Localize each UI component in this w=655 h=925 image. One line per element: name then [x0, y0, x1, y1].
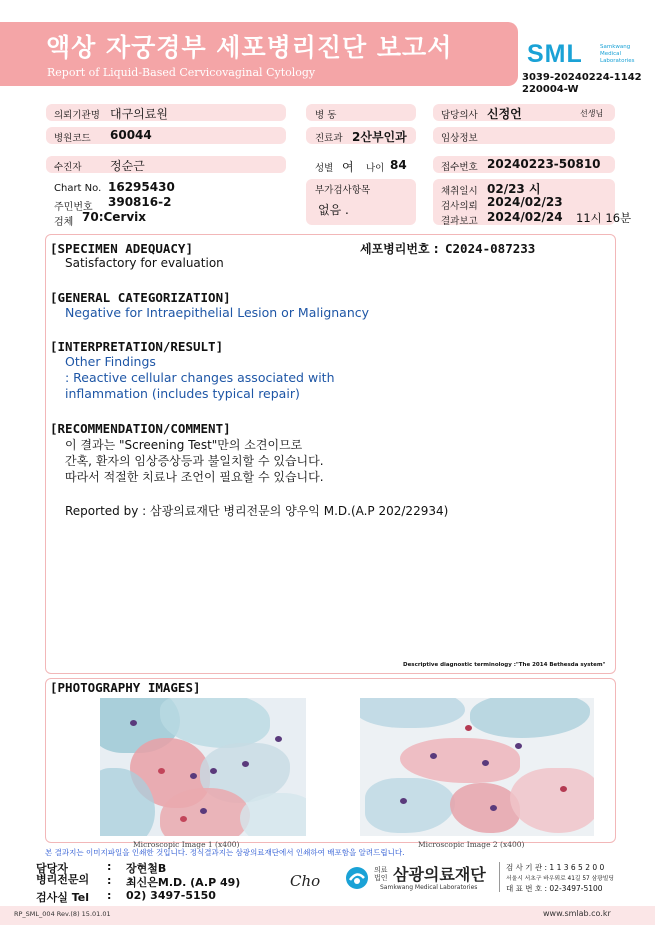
age-label: 나이	[366, 163, 385, 174]
interpretation-line-1: Other Findings	[65, 354, 156, 369]
report-title: 액상 자궁경부 세포병리진단 보고서	[46, 33, 453, 62]
colon: :	[107, 889, 112, 902]
form-number: RP_SML_004 Rev.(8) 15.01.01	[14, 910, 111, 918]
cell-shape	[360, 698, 465, 728]
sml-logo-text: SML	[527, 40, 583, 68]
resident-no-label: 주민번호	[54, 202, 93, 213]
general-categorization-heading: [GENERAL CATEGORIZATION]	[50, 290, 231, 305]
colon: :	[107, 860, 112, 873]
foundation-name: 삼광의료재단	[393, 865, 486, 884]
image-2-caption: Microscopic Image 2 (x400)	[418, 840, 525, 849]
result-date-value: 2024/02/24	[487, 210, 563, 224]
dept-value: 2산부인과	[352, 130, 407, 144]
doctor-label: 담당의사	[441, 110, 478, 121]
cell-nucleus	[515, 743, 522, 749]
collect-date-label: 채취일시	[441, 186, 478, 197]
cell-nucleus	[180, 816, 187, 822]
patient-pill	[46, 156, 286, 173]
cell-nucleus	[560, 786, 567, 792]
ward-label: 병 동	[315, 110, 337, 121]
pathologist-value: 최신은M.D. (A.P 49)	[126, 876, 241, 889]
request-date-label: 검사의뢰	[441, 201, 478, 212]
cell-nucleus	[210, 768, 217, 774]
cell-nucleus	[158, 768, 165, 774]
collect-date-value: 02/23 시	[487, 182, 541, 196]
sml-logo	[527, 40, 583, 69]
staff-label: 담당자	[36, 862, 68, 875]
cell-nucleus	[200, 808, 207, 814]
cell-nucleus	[275, 736, 282, 742]
cell-nucleus	[400, 798, 407, 804]
microscopic-image-1	[100, 698, 306, 836]
print-notice: 본 결과지는 이미지파일을 인쇄한 것입니다. 정식결과지는 삼광의료재단에서 인쇄하여 배포함을 알려드립니다.	[45, 848, 405, 857]
request-date-value: 2024/02/23	[487, 195, 563, 209]
cell-shape	[510, 768, 594, 833]
specimen-adequacy-heading: [SPECIMEN ADEQUACY]	[50, 241, 193, 256]
pathologist-signature: Cho	[290, 872, 321, 890]
sex-value: 여	[342, 160, 354, 174]
chart-no-label: Chart No.	[54, 183, 102, 194]
foundation-logo-icon	[345, 866, 369, 894]
foundation-prefix: 의료법인	[374, 866, 388, 882]
report-id-line2: 220004-W	[522, 84, 579, 95]
photography-heading: [PHOTOGRAPHY IMAGES]	[50, 680, 201, 695]
clinical-info-label: 임상정보	[441, 133, 478, 144]
image-1-caption: Microscopic Image 1 (x400)	[133, 840, 240, 849]
report-subtitle: Report of Liquid-Based Cervicovaginal Cytology	[47, 66, 316, 79]
interpretation-heading: [INTERPRETATION/RESULT]	[50, 339, 224, 354]
doctor-value: 신정언	[487, 107, 522, 121]
rep-tel: 대 표 번 호 : 02-3497-5100	[506, 884, 603, 893]
cell-shape	[365, 778, 455, 833]
cell-nucleus	[490, 805, 497, 811]
lab-tel-label: 검사실 Tel	[36, 891, 89, 904]
cell-shape	[470, 698, 590, 738]
interpretation-line-2: : Reactive cellular changes associated with	[65, 370, 335, 385]
microscopic-image-2	[360, 698, 594, 836]
staff-value: 장현철B	[126, 862, 167, 875]
cell-nucleus	[465, 725, 472, 731]
recommendation-line-3: 따라서 적절한 치료나 조언이 필요할 수 있습니다.	[65, 470, 324, 484]
cell-nucleus	[190, 773, 197, 779]
lab-tel-value: 02) 3497-5150	[126, 889, 216, 902]
result-time-value: 11시 16분	[576, 211, 632, 225]
patient-value: 정순근	[110, 159, 145, 173]
receipt-no-label: 접수번호	[441, 162, 478, 173]
report-id	[522, 72, 642, 96]
specimen-label: 검체	[54, 217, 74, 228]
hospital-code-value: 60044	[110, 128, 152, 142]
cytology-no-label: 세포병리번호 :	[360, 242, 439, 256]
address: 서울시 서초구 바우뫼로 41길 57 삼광빌딩	[506, 876, 614, 882]
requesting-org-label: 의뢰기관명	[54, 110, 100, 121]
resident-no-value: 390816-2	[108, 195, 172, 209]
extra-tests-value: 없음 .	[318, 203, 349, 217]
sex-label: 성별	[315, 163, 334, 174]
sml-logo-subtext: Samkwang Medical Laboratories	[600, 44, 635, 64]
receipt-no-value: 20240223-50810	[487, 157, 601, 171]
pathologist-label: 병리전문의	[36, 873, 90, 886]
foundation-en: Samkwang Medical Laboratories	[380, 884, 478, 891]
interpretation-line-3: inflammation (includes typical repair)	[65, 386, 300, 401]
org-number: 검 사 기 관 : 1 1 3 6 5 2 0 0	[506, 863, 605, 872]
chart-no-value: 16295430	[108, 180, 175, 194]
specimen-value: 70:Cervix	[82, 210, 147, 224]
cell-nucleus	[130, 720, 137, 726]
terminology-note: Descriptive diagnostic terminology :"The 2014 Bethesda system"	[403, 662, 606, 668]
cell-nucleus	[482, 760, 489, 766]
dept-label: 진료과	[315, 133, 343, 144]
report-id-line1: 3039-20240224-1142	[522, 72, 642, 83]
recommendation-line-1: 이 결과는 "Screening Test"만의 소견이므로	[65, 438, 303, 452]
cell-shape	[450, 783, 520, 833]
age-value: 84	[390, 158, 407, 172]
cell-nucleus	[242, 761, 249, 767]
specimen-adequacy-text: Satisfactory for evaluation	[65, 256, 224, 270]
patient-label: 수진자	[54, 162, 82, 173]
extra-tests-label: 부가검사항목	[315, 185, 371, 196]
recommendation-line-2: 간혹, 환자의 임상증상등과 불일치할 수 있습니다.	[65, 454, 324, 468]
cytology-no-value: C2024-087233	[445, 241, 536, 256]
general-categorization-text: Negative for Intraepithelial Lesion or Malignancy	[65, 305, 370, 320]
requesting-org-value: 대구의료원	[110, 107, 168, 121]
recommendation-heading: [RECOMMENDATION/COMMENT]	[50, 421, 231, 436]
footer-divider	[499, 862, 500, 892]
website[interactable]: www.smlab.co.kr	[543, 909, 611, 918]
hospital-code-label: 병원코드	[54, 133, 91, 144]
cell-shape	[240, 793, 306, 836]
result-date-label: 결과보고	[441, 216, 478, 227]
doctor-suffix: 선생님	[580, 109, 604, 118]
cell-nucleus	[430, 753, 437, 759]
colon: :	[107, 874, 112, 887]
reported-by: Reported by : 삼광의료재단 병리전문의 양우익 M.D.(A.P 202/22934)	[65, 504, 449, 518]
cell-shape	[400, 738, 520, 783]
